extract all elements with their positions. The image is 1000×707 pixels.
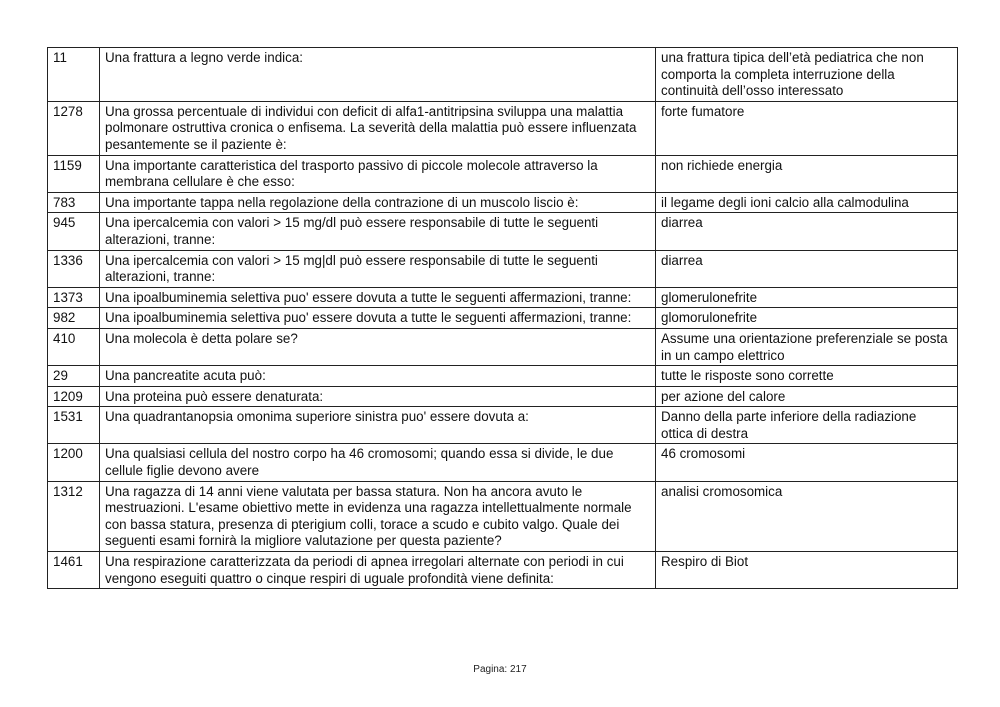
- page-number: Pagina: 217: [473, 664, 527, 675]
- answer-text-cell: glomerulonefrite: [656, 287, 958, 308]
- question-id-cell: 410: [48, 328, 100, 365]
- table-row: [48, 250, 958, 287]
- answer-text-cell: Respiro di Biot: [656, 552, 958, 589]
- answer-text-cell: il legame degli ioni calcio alla calmodulina: [656, 192, 958, 213]
- question-text-cell: Una frattura a legno verde indica:: [100, 48, 656, 102]
- table-row: [48, 444, 958, 481]
- question-id-cell: 783: [48, 192, 100, 213]
- question-table: [47, 47, 958, 589]
- question-text-cell: Una qualsiasi cellula del nostro corpo ha 46 cromosomi; quando essa si divide, le due cellule figlie devono avere: [100, 444, 656, 481]
- answer-text-cell: 46 cromosomi: [656, 444, 958, 481]
- table-row: [48, 192, 958, 213]
- question-id-cell: 945: [48, 213, 100, 250]
- question-id-cell: 1461: [48, 552, 100, 589]
- question-text-cell: Una respirazione caratterizzata da periodi di apnea irregolari alternate con periodi in cui vengono eseguiti quattro o cinque respiri di uguale profondità viene definita:: [100, 552, 656, 589]
- question-table-body: [48, 48, 958, 589]
- table-row: [48, 155, 958, 192]
- question-text-cell: Una ipoalbuminemia selettiva puo' essere dovuta a tutte le seguenti affermazioni, tranne:: [100, 308, 656, 329]
- question-id-cell: 11: [48, 48, 100, 102]
- question-id-cell: 1312: [48, 481, 100, 551]
- question-id-cell: 1336: [48, 250, 100, 287]
- table-row: [48, 48, 958, 102]
- question-text-cell: Una quadrantanopsia omonima superiore sinistra puo' essere dovuta a:: [100, 407, 656, 444]
- answer-text-cell: Assume una orientazione preferenziale se posta in un campo elettrico: [656, 328, 958, 365]
- table-row: [48, 287, 958, 308]
- question-text-cell: Una pancreatite acuta può:: [100, 366, 656, 387]
- answer-text-cell: glomorulonefrite: [656, 308, 958, 329]
- question-id-cell: 1278: [48, 101, 100, 155]
- question-text-cell: Una grossa percentuale di individui con deficit di alfa1-antitripsina sviluppa una malattia polmonare ostruttiva cronica o enfisema. La severità della malattia può essere influenzata pesantemente se il paziente è:: [100, 101, 656, 155]
- table-row: [48, 366, 958, 387]
- question-id-cell: 1531: [48, 407, 100, 444]
- question-text-cell: Una importante caratteristica del trasporto passivo di piccole molecole attraverso la membrana cellulare è che esso:: [100, 155, 656, 192]
- question-text-cell: Una molecola è detta polare se?: [100, 328, 656, 365]
- answer-text-cell: non richiede energia: [656, 155, 958, 192]
- question-text-cell: Una ipercalcemia con valori > 15 mg|dl può essere responsabile di tutte le seguenti alterazioni, tranne:: [100, 250, 656, 287]
- question-id-cell: 982: [48, 308, 100, 329]
- table-row: [48, 481, 958, 551]
- question-text-cell: Una ipercalcemia con valori > 15 mg/dl può essere responsabile di tutte le seguenti alterazioni, tranne:: [100, 213, 656, 250]
- question-id-cell: 29: [48, 366, 100, 387]
- page-footer: [0, 664, 1000, 676]
- question-id-cell: 1200: [48, 444, 100, 481]
- table-row: [48, 101, 958, 155]
- question-id-cell: 1159: [48, 155, 100, 192]
- answer-text-cell: Danno della parte inferiore della radiazione ottica di destra: [656, 407, 958, 444]
- table-row: [48, 552, 958, 589]
- table-row: [48, 328, 958, 365]
- answer-text-cell: tutte le risposte sono corrette: [656, 366, 958, 387]
- question-text-cell: Una ragazza di 14 anni viene valutata per bassa statura. Non ha ancora avuto le mestruazioni. L'esame obiettivo mette in evidenza una ragazza intellettualmente normale con bassa statura, presenza di pterigium colli, torace a scudo e cubito valgo. Quale dei seguenti esami fornirà la migliore valutazione per questa paziente?: [100, 481, 656, 551]
- question-text-cell: Una importante tappa nella regolazione della contrazione di un muscolo liscio è:: [100, 192, 656, 213]
- question-id-cell: 1209: [48, 386, 100, 407]
- question-id-cell: 1373: [48, 287, 100, 308]
- question-text-cell: Una ipoalbuminemia selettiva puo' essere dovuta a tutte le seguenti affermazioni, tranne:: [100, 287, 656, 308]
- answer-text-cell: analisi cromosomica: [656, 481, 958, 551]
- table-row: [48, 386, 958, 407]
- answer-text-cell: diarrea: [656, 250, 958, 287]
- answer-text-cell: per azione del calore: [656, 386, 958, 407]
- table-row: [48, 407, 958, 444]
- answer-text-cell: una frattura tipica dell’età pediatrica che non comporta la completa interruzione della continuità dell’osso interessato: [656, 48, 958, 102]
- question-text-cell: Una proteina può essere denaturata:: [100, 386, 656, 407]
- answer-text-cell: diarrea: [656, 213, 958, 250]
- table-row: [48, 308, 958, 329]
- answer-text-cell: forte fumatore: [656, 101, 958, 155]
- table-row: [48, 213, 958, 250]
